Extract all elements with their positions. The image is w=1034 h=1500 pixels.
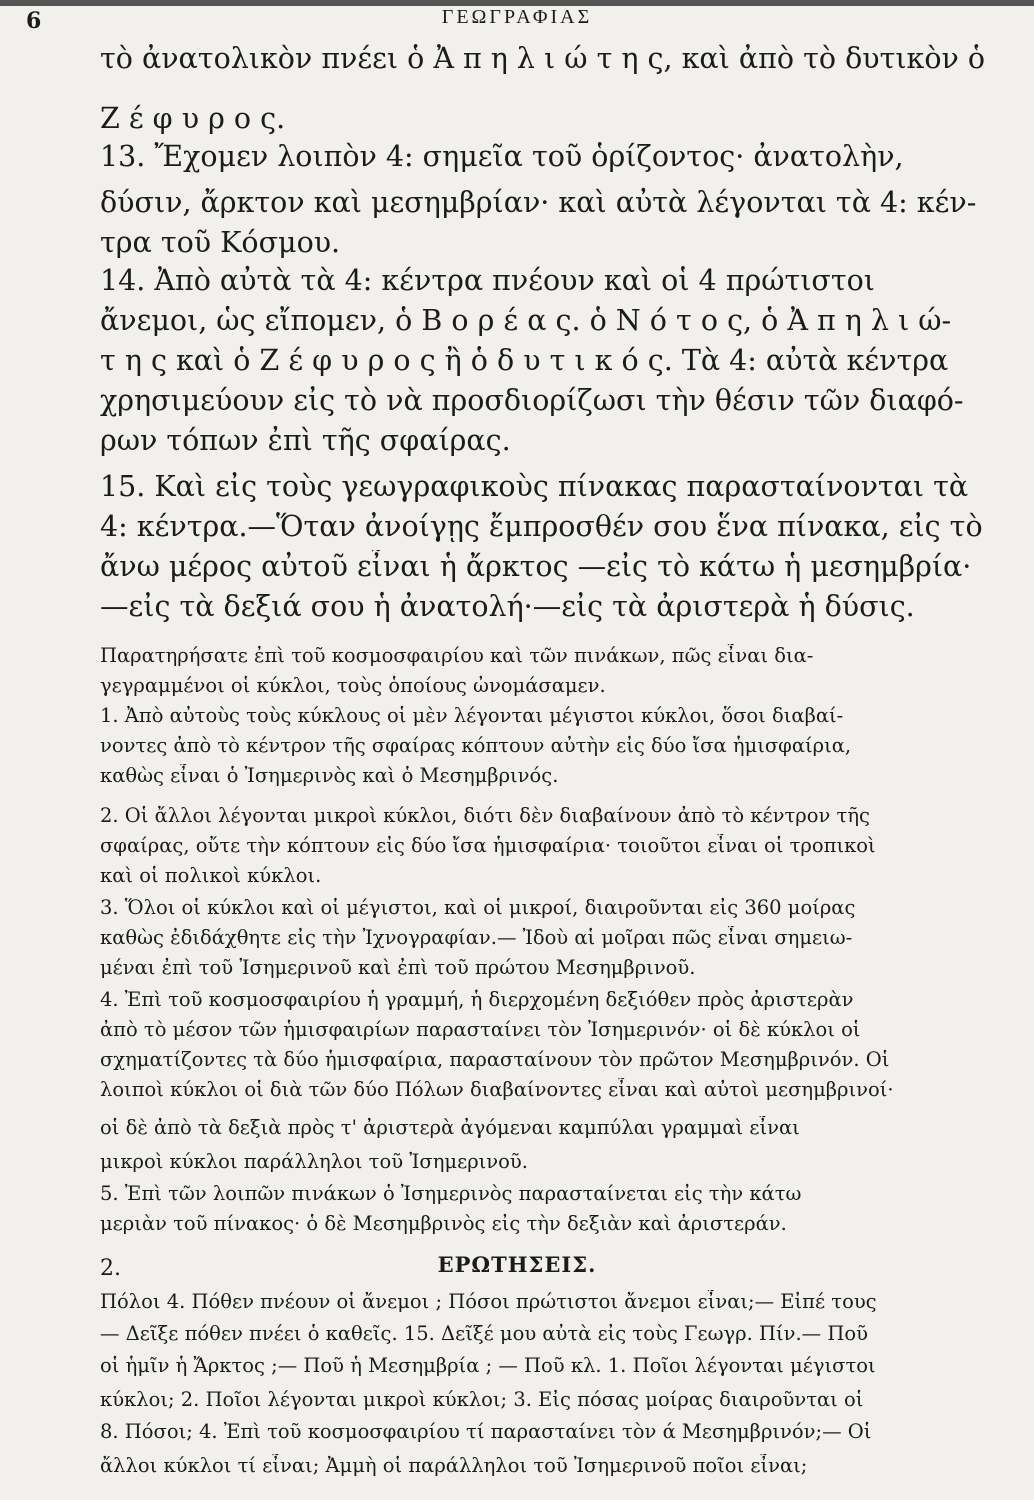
question-line: — Δεῖξε πόθεν πνέει ὁ καθεῖς. 15. Δεῖξέ μου αὐτὰ εἰς τοὺς Γεωγρ. Πίν.— Ποῦ [100,1322,868,1345]
body-line: —εἰς τὰ δεξιά σου ἡ ἀνατολή·—εἰς τὰ ἀριστερὰ ἡ δύσις. [100,590,915,623]
running-head: ΓΕΩΓΡΑΦΙΑΣ [441,6,593,28]
question-line: Πόλοι 4. Πόθεν πνέουν οἱ ἄνεμοι ; Πόσοι πρώτιστοι ἄνεμοι εἶναι;— Εἰπέ τους [100,1290,877,1313]
body-line: 4: κέντρα.—Ὅταν ἀνοίγῃς ἔμπροσθέν σου ἕνα πίνακα, εἰς τὸ [100,510,983,543]
note-line: 3. Ὅλοι οἱ κύκλοι καὶ οἱ μέγιστοι, καὶ οἱ μικροί, διαιροῦνται εἰς 360 μοίρας [100,896,856,919]
body-line: ρων τόπων ἐπὶ τῆς σφαίρας. [100,424,511,457]
body-line: 14. Ἀπὸ αὐτὰ τὰ 4: κέντρα πνέουν καὶ οἱ 4 πρώτιστοι [100,264,875,297]
note-line: μικροὶ κύκλοι παράλληλοι τοῦ Ἰσημερινοῦ. [100,1150,528,1173]
note-line: καθὼς εἶναι ὁ Ἰσημερινὸς καὶ ὁ Μεσημβρινός. [100,764,559,787]
signature-mark: 2. [100,1256,121,1281]
question-line: 8. Πόσοι; 4. Ἐπὶ τοῦ κοσμοσφαιρίου τί παρασταίνει τὸν ά Μεσημβρινόν;— Οἱ [100,1420,872,1443]
note-line: λοιποὶ κύκλοι οἱ διὰ τῶν δύο Πόλων διαβαίνοντες εἶναι καὶ αὐτοὶ μεσημβρινοί· [100,1078,894,1101]
note-line: 5. Ἐπὶ τῶν λοιπῶν πινάκων ὁ Ἰσημερινὸς παρασταίνεται εἰς τὴν κάτω [100,1182,802,1205]
body-line: 13. Ἔχομεν λοιπὸν 4: σημεῖα τοῦ ὁρίζοντος· ἀνατολὴν, [100,140,904,173]
note-line: σχηματίζοντες τὰ δύο ἡμισφαίρια, παρασταίνουν τὸν πρῶτον Μεσημβρινόν. Οἱ [100,1048,890,1071]
note-line: μέναι ἐπὶ τοῦ Ἰσημερινοῦ καὶ ἐπὶ τοῦ πρώτου Μεσημβρινοῦ. [100,956,696,979]
note-line: Παρατηρήσατε ἐπὶ τοῦ κοσμοσφαιρίου καὶ τῶν πινάκων, πῶς εἶναι δια- [100,644,814,667]
body-line: τρα τοῦ Κόσμου. [100,226,341,259]
note-line: μεριὰν τοῦ πίνακος· ὁ δὲ Μεσημβρινὸς εἰς τὴν δεξιὰν καὶ ἀριστεράν. [100,1212,787,1235]
body-line: 15. Καὶ εἰς τοὺς γεωγραφικοὺς πίνακας παρασταίνονται τὰ [100,470,969,503]
body-line: χρησιμεύουν εἰς τὸ νὰ προσδιορίζωσι τὴν θέσιν τῶν διαφό- [100,384,964,417]
body-line: δύσιν, ἄρκτον καὶ μεσημβρίαν· καὶ αὐτὰ λέγονται τὰ 4: κέν- [100,186,977,219]
questions-heading: ΕΡΩΤΗΣΕΙΣ. [437,1252,597,1277]
body-line: ἄνω μέρος αὐτοῦ εἶναι ἡ ἄρκτος —εἰς τὸ κάτω ἡ μεσημβρία· [100,550,972,583]
body-line: τ η ς καὶ ὁ Ζ έ φ υ ρ ο ς ἢ ὁ δ υ τ ι κ ό ς. Τὰ 4: αὐτὰ κέντρα [100,344,949,377]
body-line: ἄνεμοι, ὡς εἴπομεν, ὁ Β ο ρ έ α ς. ὁ Ν ό τ ο ς, ὁ Ἀ π η λ ι ώ- [100,304,952,337]
note-line: οἱ δὲ ἀπὸ τὰ δεξιὰ πρὸς τ' ἀριστερὰ ἀγόμεναι καμπύλαι γραμμαὶ εἶναι [100,1116,800,1139]
note-line: γεγραμμένοι οἱ κύκλοι, τοὺς ὁποίους ὠνομάσαμεν. [100,674,606,697]
note-line: 1. Ἀπὸ αὐτοὺς τοὺς κύκλους οἱ μὲν λέγονται μέγιστοι κύκλοι, ὅσοι διαβαί- [100,704,844,727]
note-line: 4. Ἐπὶ τοῦ κοσμοσφαιρίου ἡ γραμμή, ἡ διερχομένη δεξιόθεν πρὸς ἀριστερὰν [100,988,854,1011]
page-header [0,6,1034,34]
note-line: ἀπὸ τὸ μέσον τῶν ἡμισφαιρίων παρασταίνει τὸν Ἰσημερινόν· οἱ δὲ κύκλοι οἱ [100,1018,861,1041]
note-line: νοντες ἀπὸ τὸ κέντρον τῆς σφαίρας κόπτουν αὐτὴν εἰς δύο ἴσα ἡμισφαίρια, [100,734,852,757]
body-line: Ζ έ φ υ ρ ο ς. [100,102,286,135]
question-line: οἱ ἡμῖν ἡ Ἄρκτος ;— Ποῦ ἡ Μεσημβρία ; — Ποῦ κλ. 1. Ποῖοι λέγονται μέγιστοι [100,1354,876,1377]
note-line: καὶ οἱ πολικοὶ κύκλοι. [100,864,322,887]
note-line: καθὼς ἐδιδάχθητε εἰς τὴν Ἰχνογραφίαν.— Ἰδοὺ αἱ μοῖραι πῶς εἶναι σημειω- [100,926,853,949]
note-line: σφαίρας, οὔτε τὴν κόπτουν εἰς δύο ἴσα ἡμισφαίρια· τοιοῦτοι εἶναι οἱ τροπικοὶ [100,834,876,857]
note-line: 2. Οἱ ἄλλοι λέγονται μικροὶ κύκλοι, διότι δὲν διαβαίνουν ἀπὸ τὸ κέντρον τῆς [100,804,870,827]
page-number: 6 [26,8,42,34]
body-line: τὸ ἀνατολικὸν πνέει ὁ Ἀ π η λ ι ώ τ η ς, καὶ ἀπὸ τὸ δυτικὸν ὁ [100,42,986,75]
question-line: κύκλοι; 2. Ποῖοι λέγονται μικροὶ κύκλοι; 3. Εἰς πόσας μοίρας διαιροῦνται οἱ [100,1388,864,1411]
question-line: ἄλλοι κύκλοι τί εἶναι; Ἀμμὴ οἱ παράλληλοι τοῦ Ἰσημερινοῦ ποῖοι εἶναι; [100,1454,808,1477]
